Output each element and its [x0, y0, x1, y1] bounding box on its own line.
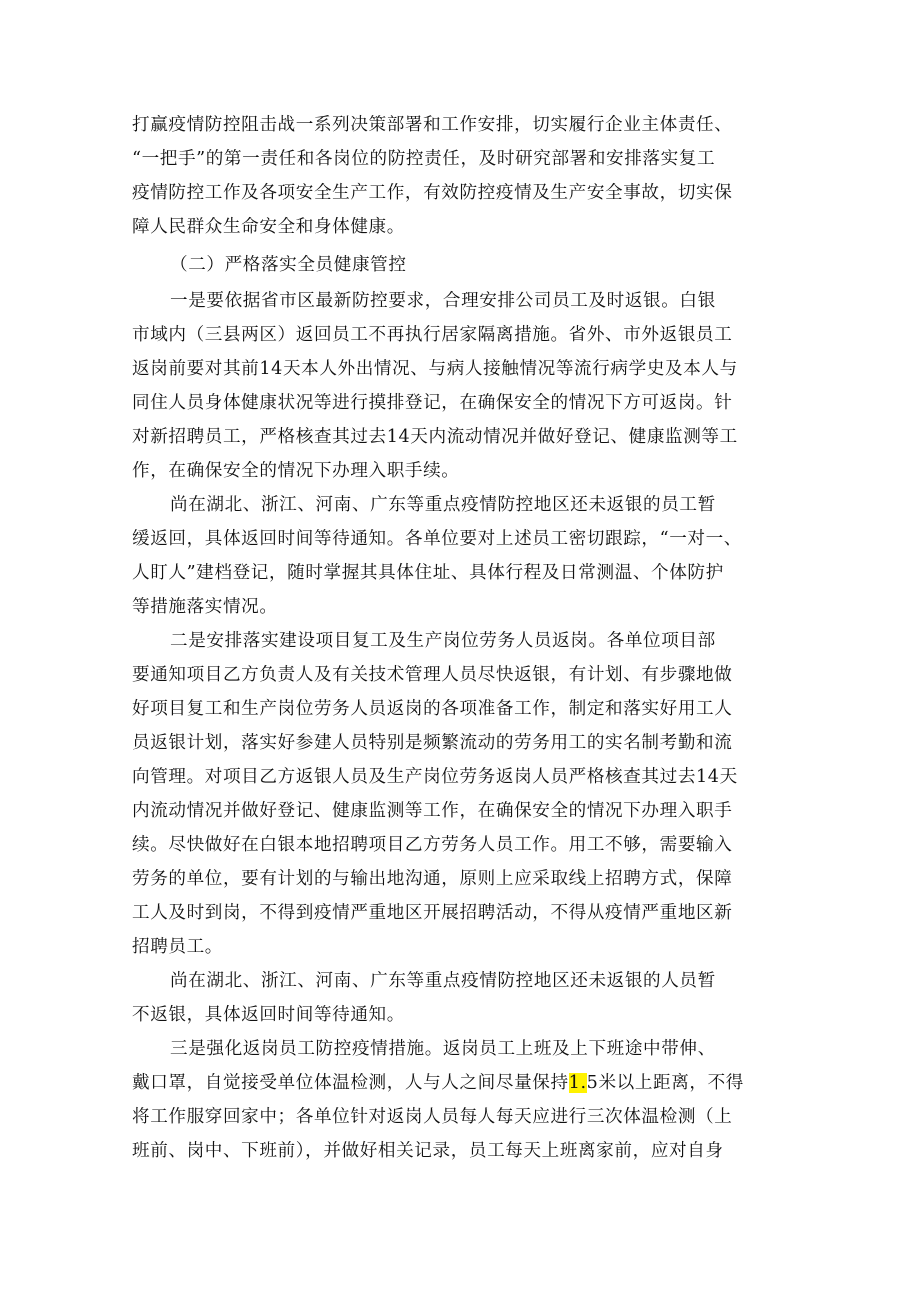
- text-line: 续。尽快做好在白银本地招聘项目乙方劳务人员工作。用工不够，需要输入: [132, 835, 733, 855]
- text-line: 招聘员工。: [132, 937, 223, 957]
- text-line: 市域内（三县两区）返回员工不再执行居家隔离措施。省外、市外返银员工: [132, 325, 733, 345]
- text-line-with-highlight: [132, 1066, 794, 1100]
- text-line: 三是强化返岗员工防控疫情措施。返岗员工上班及上下班途中带伸、: [170, 1039, 716, 1059]
- text-segment: 戴口罩，自觉接受单位体温检测，人与人之间尽量保持: [132, 1073, 569, 1093]
- text-line: 疫情防控工作及各项安全生产工作，有效防控疫情及生产安全事故，切实保: [132, 183, 733, 203]
- text-line: 等措施落实情况。: [132, 597, 278, 617]
- paragraph-pending-staff: [132, 488, 794, 624]
- text-line: 班前、岗中、下班前），并做好相关记录，员工每天上班离家前，应对自身: [132, 1141, 724, 1161]
- text-line: 向管理。对项目乙方返银人员及生产岗位劳务返岗人员严格核查其过去14天: [132, 767, 738, 787]
- paragraph-item-one: [132, 284, 794, 488]
- text-line: 将工作服穿回家中；各单位针对返岗人员每人每天应进行三次体温检测（上: [132, 1107, 733, 1127]
- text-line: 好项目复工和生产岗位劳务人员返岗的各项准备工作，制定和落实好用工人: [132, 699, 733, 719]
- text-segment: 5米以上距离，不得: [586, 1073, 745, 1093]
- text-line: 人盯人”建档登记，随时掌握其具体住址、具体行程及日常测温、个体防护: [132, 563, 724, 583]
- text-line: 返岗前要对其前14天本人外出情况、与病人接触情况等流行病学史及本人与: [132, 359, 738, 379]
- paragraph-item-two: [132, 624, 794, 964]
- text-line: 尚在湖北、浙江、河南、广东等重点疫情防控地区还未返银的员工暂: [170, 495, 716, 515]
- text-line: 劳务的单位，要有计划的与输出地沟通，原则上应采取线上招聘方式，保障: [132, 869, 733, 889]
- text-line: “一把手”的第一责任和各岗位的防控责任，及时研究部署和安排落实复工: [132, 149, 716, 169]
- section-heading-text: （二）严格落实全员健康管控: [170, 255, 407, 275]
- text-line: 对新招聘员工，严格核查其过去14天内流动情况并做好登记、健康监测等工: [132, 427, 738, 447]
- text-line: 一是要依据省市区最新防控要求，合理安排公司员工及时返银。白银: [170, 291, 716, 311]
- paragraph-continuation: [132, 108, 794, 244]
- highlighted-text: 1.: [568, 1073, 587, 1093]
- text-line: 工人及时到岗，不得到疫情严重地区开展招聘活动，不得从疫情严重地区新: [132, 903, 733, 923]
- text-line: 员返银计划，落实好参建人员特别是频繁流动的劳务用工的实名制考勤和流: [132, 733, 733, 753]
- section-heading: [132, 248, 794, 282]
- text-line: 内流动情况并做好登记、健康监测等工作，在确保安全的情况下办理入职手: [132, 801, 733, 821]
- text-line: 打赢疫情防控阻击战一系列决策部署和工作安排，切实履行企业主体责任、: [132, 115, 733, 135]
- text-line: 障人民群众生命安全和身体健康。: [132, 217, 405, 237]
- text-line: 同住人员身体健康状况等进行摸排登记，在确保安全的情况下方可返岗。针: [132, 393, 733, 413]
- paragraph-item-three: [132, 1032, 794, 1168]
- paragraph-pending-workers: [132, 964, 794, 1032]
- text-line: 尚在湖北、浙江、河南、广东等重点疫情防控地区还未返银的人员暂: [170, 971, 716, 991]
- text-line: 作，在确保安全的情况下办理入职手续。: [132, 461, 460, 481]
- text-line: 缓返回，具体返回时间等待通知。各单位要对上述员工密切跟踪，“一对一、: [132, 529, 742, 549]
- text-line: 二是安排落实建设项目复工及生产岗位劳务人员返岗。各单位项目部: [170, 631, 716, 651]
- text-line: 不返银，具体返回时间等待通知。: [132, 1005, 405, 1025]
- text-line: 要通知项目乙方负责人及有关技术管理人员尽快返银，有计划、有步骤地做: [132, 665, 733, 685]
